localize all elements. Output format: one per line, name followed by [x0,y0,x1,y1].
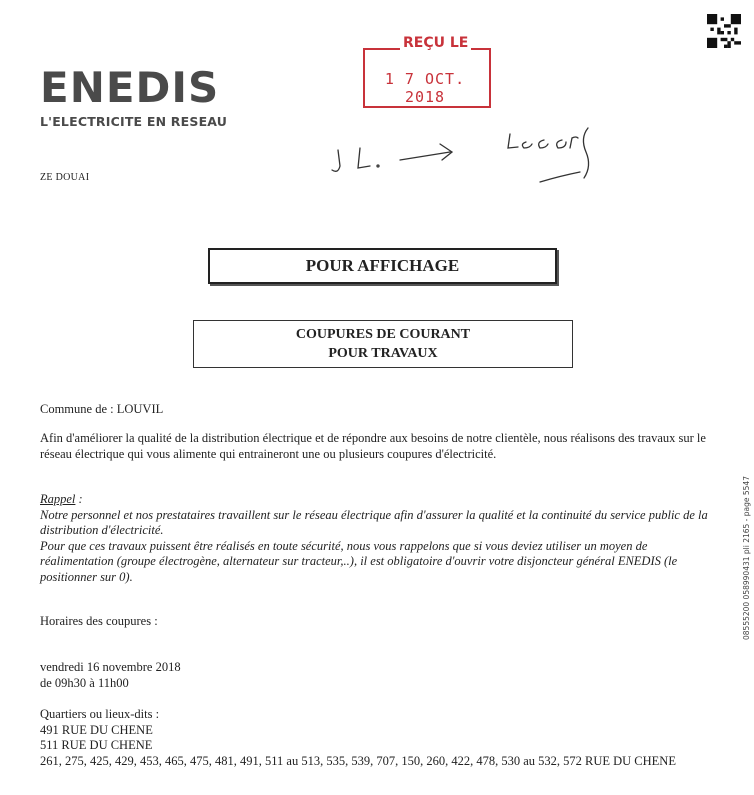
outage-day: vendredi 16 novembre 2018 [40,660,181,674]
rappel-heading [40,492,720,508]
rappel-colon: : [75,492,83,506]
rappel-title: Rappel [40,492,76,506]
intro-paragraph: Afin d'améliorer la qualité de la distribution électrique et de répondre aux besoins de notre clientèle, nous réalisons des travaux sur le réseau électrique qui vous alimente qui entraineront une ou plusieurs coupures d'électricité. [40,431,706,461]
outage-date [40,660,720,691]
subtitle-line-1: COUPURES DE COURANT [295,327,471,342]
stamp-title: REÇU LE [400,35,471,51]
handwritten-note [330,118,600,198]
logo-tagline: L'ELECTRICITE EN RESEAU [40,114,228,129]
quartier-item: 261, 275, 425, 429, 453, 465, 475, 481, 491, 511 au 513, 535, 539, 707, 150, 260, 422, 478, 530 au 532, 572 RUE DU CHENE [40,753,676,768]
subtitle-box [193,320,573,368]
title-box: POUR AFFICHAGE [208,248,557,284]
quartier-item: 491 RUE DU CHENE [40,722,153,737]
rappel-section [40,492,720,585]
logo-word: ENEDIS [40,63,220,112]
enedis-logo [40,63,228,129]
quartiers-section [40,707,720,769]
stamp-date: 1 7 OCT. 2018 [384,70,466,106]
commune-line: Commune de : LOUVIL [40,402,164,416]
side-reference-text: 08555200 058990431 pli 2165 - page 5547 [742,476,751,640]
office-label: ZE DOUAI [40,172,90,183]
quartiers-label: Quartiers ou lieux-dits : [40,707,160,721]
subtitle-line-2: POUR TRAVAUX [328,346,438,361]
rappel-line-2: Pour que ces travaux puissent être réalisés en toute sécurité, nous vous rappelons que si vous deviez utiliser un moyen de réalimentation (groupe électrogène, alternateur sur tracteur,..), il est obligatoire d'ouvrir votre disjoncteur général ENEDIS (le positionner sur 0). [40,538,678,584]
quartier-item: 511 RUE DU CHENE [40,738,153,752]
horaires-label: Horaires des coupures : [40,614,158,628]
outage-time: de 09h30 à 11h00 [40,675,129,690]
rappel-line-1: Notre personnel et nos prestataires travaillent sur le réseau électrique afin d'assurer la qualité et la continuité du service public de la distribution d'électricité. [40,507,708,537]
qr-code-icon [707,14,741,48]
